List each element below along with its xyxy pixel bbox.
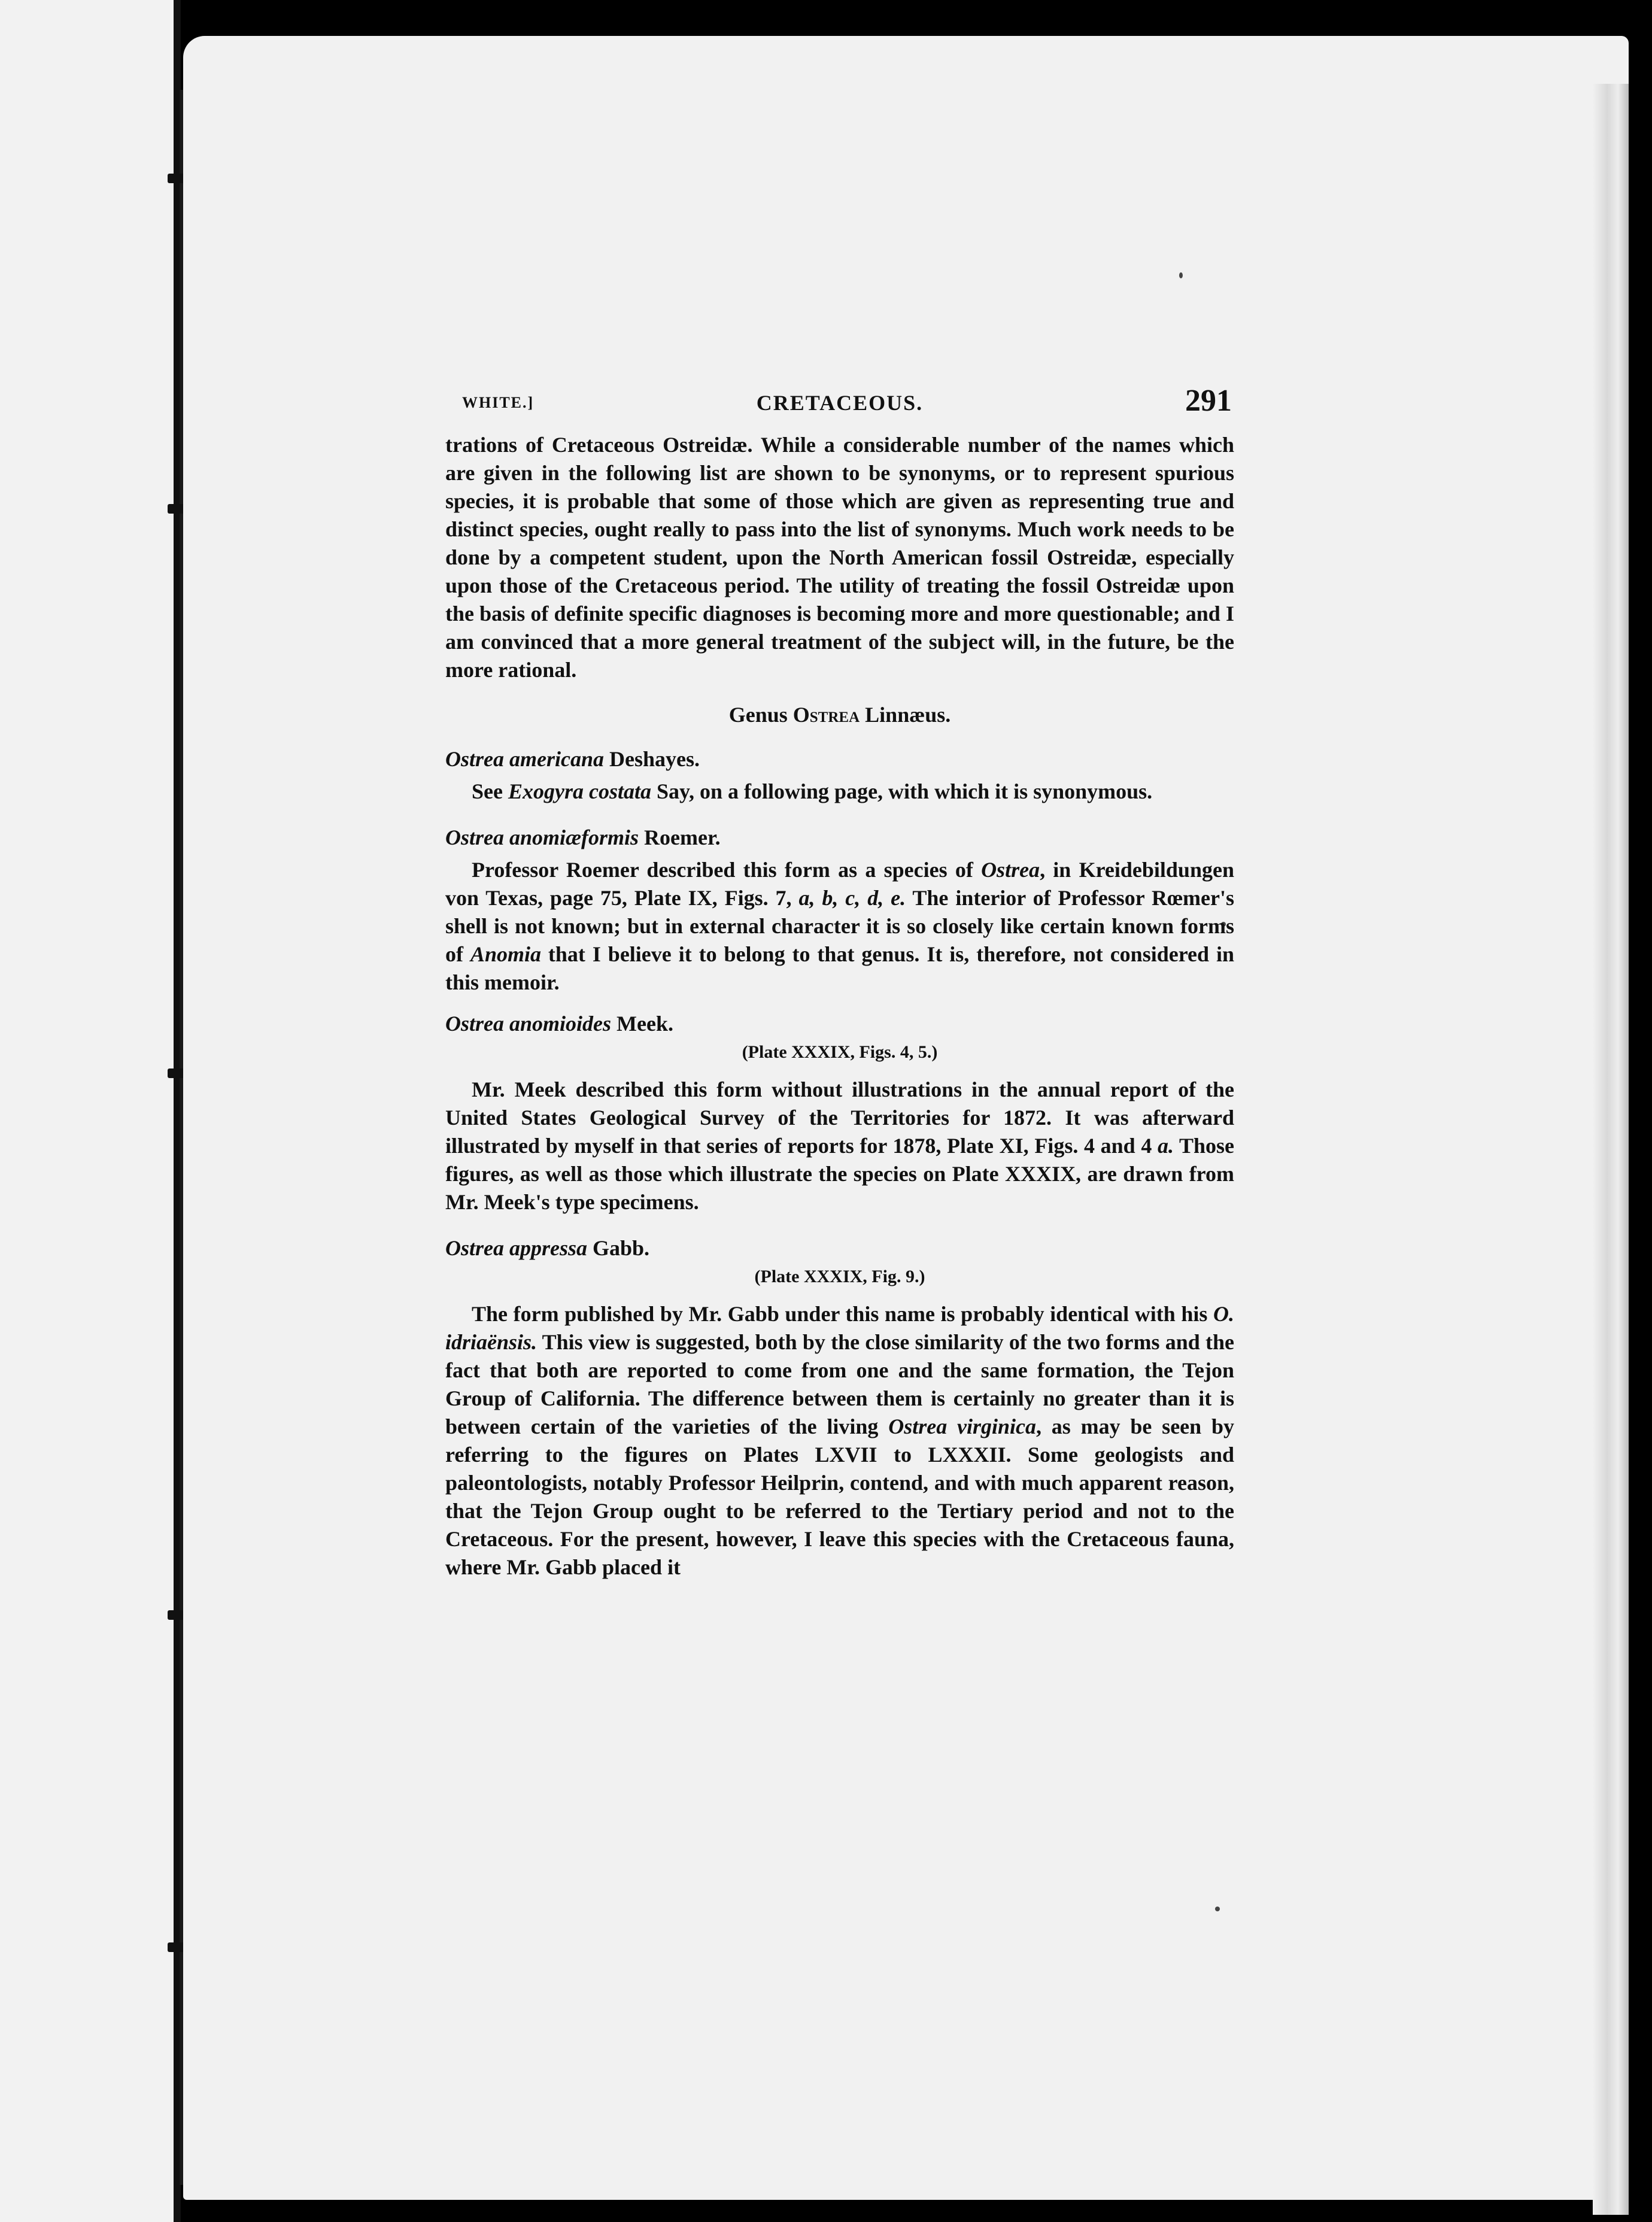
species-name: Ostrea appressa	[445, 1236, 588, 1260]
genus-name: Ostrea	[792, 703, 860, 727]
scan-left-margin	[0, 0, 180, 2222]
species-description	[445, 856, 1234, 997]
species-author: Meek.	[617, 1012, 673, 1036]
genus-prefix: Genus	[728, 703, 788, 727]
species-heading	[445, 825, 1234, 850]
text-run: Professor Roemer described this form as a species of	[472, 858, 982, 882]
paper-speck	[1215, 1907, 1220, 1911]
text-run: , as may be seen by referring to the figures on Plates LXVII to LXXXII. Some geologists and paleontologists, notably Professor Heilprin, contend, and with much apparent reason, that the Tejon Group ought to be referred to the Tertiary period and not to the Cretaceous. For the present, however, I leave this species with the Cretaceous fauna, where Mr. Gabb placed it	[445, 1414, 1234, 1579]
species-heading	[445, 746, 1234, 772]
genus-heading	[445, 702, 1234, 727]
italic-figure-letters: a, b, c, d, e.	[798, 886, 906, 910]
italic-figure-letter: a.	[1157, 1134, 1174, 1158]
species-description	[445, 1300, 1234, 1581]
italic-taxon: Ostrea	[981, 858, 1040, 882]
text-run: Say, on a following page, with which it is synonymous.	[651, 779, 1153, 803]
italic-taxon: Exogyra costata	[508, 779, 651, 803]
species-description	[445, 1076, 1234, 1216]
text-run: , in Kreidebildungen von Texas, page 75, Plate IX, Figs. 7,	[445, 858, 1234, 910]
text-run: that I believe it to belong to that genus. It is, therefore, not considered in this memoir.	[445, 942, 1234, 994]
text-run: The form published by Mr. Gabb under this name is probably identical with his	[472, 1302, 1213, 1326]
running-head-author: WHITE.]	[462, 394, 535, 411]
species-heading	[445, 1236, 1234, 1261]
paper-speck	[1179, 272, 1183, 278]
species-author: Gabb.	[593, 1236, 650, 1260]
species-name: Ostrea americana	[445, 747, 604, 771]
intro-paragraph: trations of Cretaceous Ostreidæ. While a considerable number of the names which are given in the following list are shown to be synonyms, or to represent spurious species, it is probable that some of those which are given as representing true and distinct species, ought really to pass into the list of synonyms. Much work needs to be done by a competent student, upon the North American fossil Ostreidæ, especially upon those of the Cretaceous period. The utility of treating the fossil Ostreidæ upon the basis of definite specific diagnoses is becoming more and more questionable; and I am convinced that a more general treatment of the subject will, in the future, be the more rational.	[445, 433, 1234, 682]
species-author: Roemer.	[644, 825, 721, 849]
plate-reference: (Plate XXXIX, Figs. 4, 5.)	[742, 1042, 938, 1062]
italic-taxon: Anomia	[470, 942, 541, 966]
running-head-title: CRETACEOUS.	[756, 391, 924, 415]
species-heading	[445, 1011, 1234, 1036]
text-run: See	[472, 779, 508, 803]
plate-reference: (Plate XXXIX, Fig. 9.)	[754, 1267, 925, 1286]
species-name: Ostrea anomiæformis	[445, 825, 639, 849]
page-fore-edge	[1593, 84, 1629, 2215]
italic-taxon: O. idriaënsis.	[445, 1302, 1234, 1354]
species-author: Deshayes.	[609, 747, 700, 771]
text-run: This view is suggested, both by the close similarity of the two forms and the fact that both are reported to come from one and the same formation, the Tejon Group of California. The difference between them is certainly no greater than it is between certain of the varieties of the living	[445, 1330, 1234, 1438]
genus-author: Linnæus.	[865, 703, 951, 727]
species-description	[445, 778, 1234, 806]
page-text-block	[445, 383, 1234, 1581]
running-head	[445, 383, 1234, 431]
species-name: Ostrea anomioides	[445, 1012, 612, 1036]
italic-taxon: Ostrea virginica	[888, 1414, 1036, 1438]
text-run: Mr. Meek described this form without illustrations in the annual report of the United States Geological Survey of the Territories for 1872. It was afterward illustrated by myself in that series of reports for 1878, Plate XI, Figs. 4 and 4	[445, 1077, 1234, 1158]
text-run: Those figures, as well as those which illustrate the species on Plate XXXIX, are drawn from Mr. Meek's type specimens.	[445, 1134, 1234, 1214]
page-number: 291	[1185, 384, 1232, 418]
text-run: The interior of Professor Rœmer's shell is not known; but in external character it is so closely like certain known forms of	[445, 886, 1234, 966]
